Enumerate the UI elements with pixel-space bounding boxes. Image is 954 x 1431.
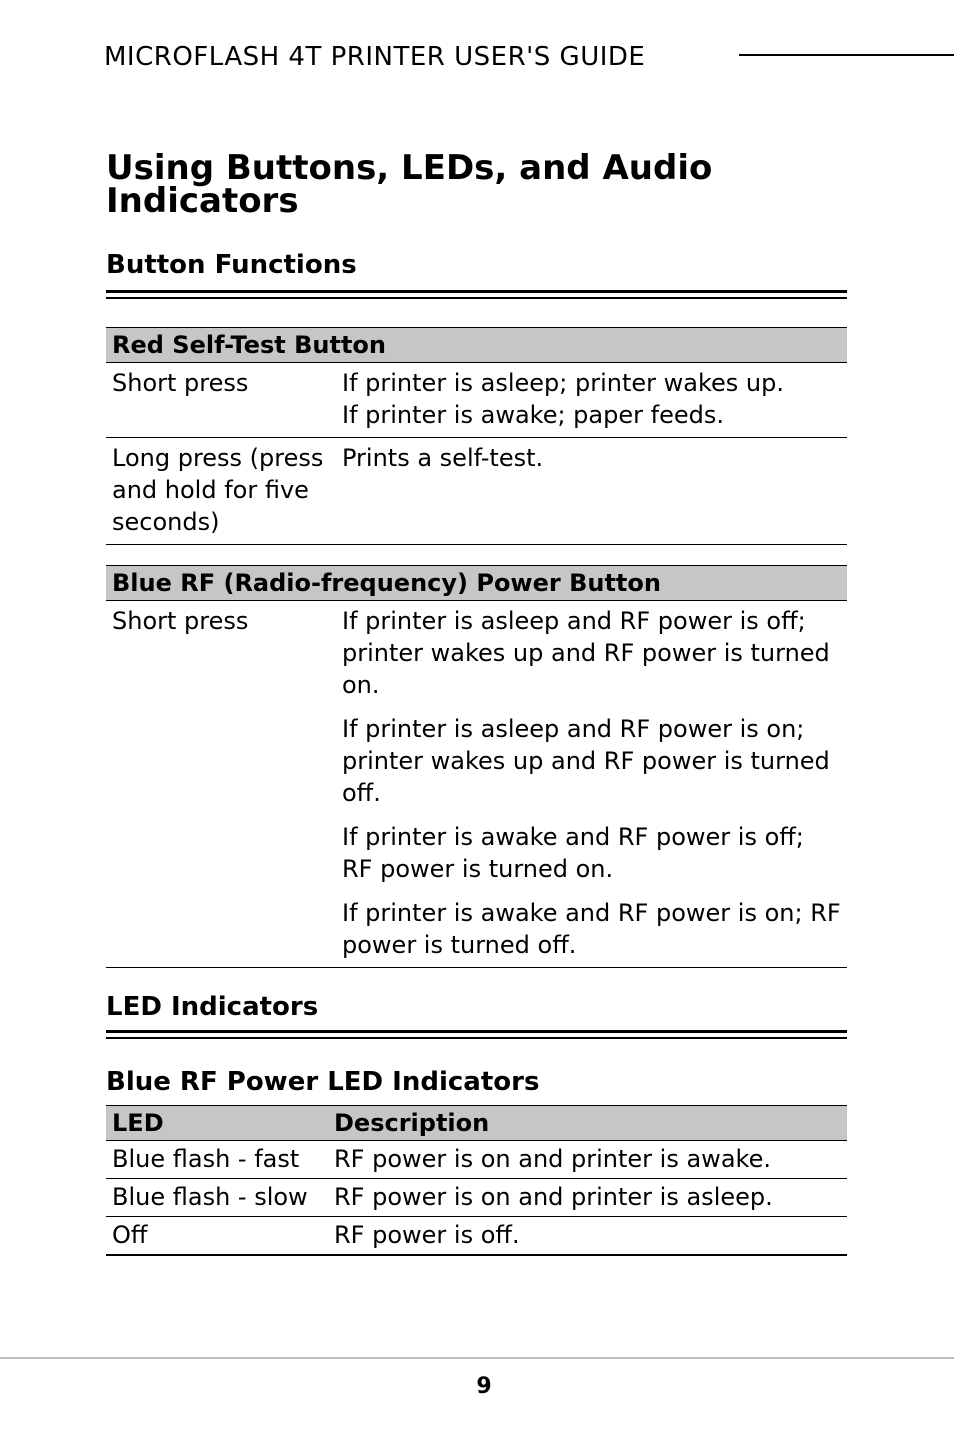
blue-button-heading: Blue RF (Radio-frequency) Power Button bbox=[106, 566, 847, 601]
result-paragraph: If printer is asleep and RF power is on; printer wakes up and RF power is turned off. bbox=[342, 715, 830, 807]
button-action: Short press bbox=[106, 363, 336, 438]
result-paragraph: If printer is asleep and RF power is off; printer wakes up and RF power is turned on. bbox=[342, 607, 830, 699]
section-divider bbox=[106, 1030, 847, 1039]
table-header-row bbox=[106, 328, 847, 363]
result-line: If printer is asleep; printer wakes up. bbox=[342, 369, 784, 397]
red-button-table bbox=[106, 327, 847, 545]
table-row bbox=[106, 1179, 847, 1217]
footer-rule bbox=[0, 1357, 954, 1359]
button-action: Long press (press and hold for five seconds) bbox=[106, 438, 336, 545]
table-header-row bbox=[106, 1106, 847, 1141]
table-row bbox=[106, 1141, 847, 1179]
running-header: MICROFLASH 4T PRINTER USER'S GUIDE bbox=[104, 42, 646, 72]
button-result bbox=[336, 601, 847, 968]
result-paragraph: If printer is awake and RF power is off; RF power is turned on. bbox=[342, 823, 804, 883]
table-header-row bbox=[106, 566, 847, 601]
page-number: 9 bbox=[476, 1374, 492, 1399]
blue-button-table bbox=[106, 565, 847, 968]
button-action: Short press bbox=[106, 601, 336, 968]
led-description: RF power is on and printer is awake. bbox=[328, 1141, 847, 1179]
column-header-description: Description bbox=[328, 1106, 847, 1141]
led-state: Blue flash - slow bbox=[106, 1179, 328, 1217]
led-state: Off bbox=[106, 1217, 328, 1256]
table-row bbox=[106, 1217, 847, 1256]
button-result bbox=[336, 438, 847, 545]
result-line: If printer is awake; paper feeds. bbox=[342, 401, 724, 429]
led-subsection-heading: Blue RF Power LED Indicators bbox=[106, 1067, 540, 1097]
button-result bbox=[336, 363, 847, 438]
header-rule bbox=[739, 54, 954, 56]
page-title: Using Buttons, LEDs, and Audio Indicators bbox=[106, 148, 713, 221]
table-row bbox=[106, 601, 847, 968]
led-table bbox=[106, 1105, 847, 1256]
led-state: Blue flash - fast bbox=[106, 1141, 328, 1179]
table-row bbox=[106, 363, 847, 438]
button-functions-heading: Button Functions bbox=[106, 250, 357, 280]
column-header-led: LED bbox=[106, 1106, 328, 1141]
led-description: RF power is on and printer is asleep. bbox=[328, 1179, 847, 1217]
led-description: RF power is off. bbox=[328, 1217, 847, 1256]
red-button-heading: Red Self-Test Button bbox=[106, 328, 847, 363]
result-line: Prints a self-test. bbox=[342, 444, 544, 472]
result-paragraph: If printer is awake and RF power is on; RF power is turned off. bbox=[342, 899, 841, 959]
table-row bbox=[106, 438, 847, 545]
page-content bbox=[106, 148, 847, 1256]
led-indicators-heading: LED Indicators bbox=[106, 992, 319, 1022]
section-divider bbox=[106, 290, 847, 299]
